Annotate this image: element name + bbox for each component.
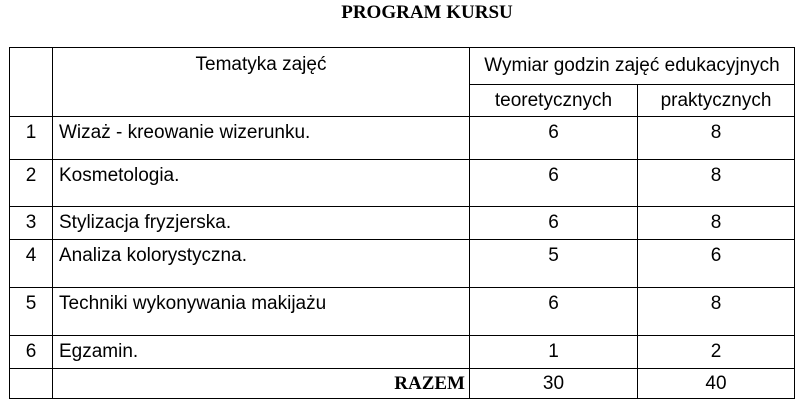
row-topic: Egzamin. (53, 336, 470, 369)
row-practical-hours: 8 (638, 117, 795, 160)
row-practical-hours: 8 (638, 160, 795, 207)
header-hours: Wymiar godzin zajęć edukacyjnych (470, 48, 795, 85)
page-title: PROGRAM KURSU (341, 2, 513, 23)
row-topic: Techniki wykonywania makijażu (53, 288, 470, 336)
header-practical: praktycznych (638, 85, 795, 117)
table-row (10, 288, 795, 336)
row-theoretical-hours: 1 (470, 336, 638, 369)
row-number: 3 (10, 207, 53, 240)
row-practical-hours: 8 (638, 288, 795, 336)
row-practical-hours: 8 (638, 207, 795, 240)
row-topic: Wizaż - kreowanie wizerunku. (53, 117, 470, 160)
total-number-cell (10, 369, 53, 399)
row-number: 2 (10, 160, 53, 207)
header-number-cell (10, 48, 53, 117)
total-row (10, 369, 795, 399)
row-number: 1 (10, 117, 53, 160)
table-row (10, 207, 795, 240)
row-topic: Kosmetologia. (53, 160, 470, 207)
row-theoretical-hours: 6 (470, 207, 638, 240)
header-theoretical: teoretycznych (470, 85, 638, 117)
row-number: 6 (10, 336, 53, 369)
row-theoretical-hours: 6 (470, 117, 638, 160)
row-theoretical-hours: 6 (470, 160, 638, 207)
total-practical-hours: 40 (638, 369, 795, 399)
row-theoretical-hours: 6 (470, 288, 638, 336)
row-topic: Analiza kolorystyczna. (53, 240, 470, 288)
table-row (10, 240, 795, 288)
row-number: 4 (10, 240, 53, 288)
total-theoretical-hours: 30 (470, 369, 638, 399)
table-row (10, 336, 795, 369)
table-row (10, 117, 795, 160)
row-number: 5 (10, 288, 53, 336)
row-practical-hours: 6 (638, 240, 795, 288)
row-theoretical-hours: 5 (470, 240, 638, 288)
header-row (10, 48, 795, 85)
table-row (10, 160, 795, 207)
row-practical-hours: 2 (638, 336, 795, 369)
header-topic: Tematyka zajęć (53, 48, 470, 117)
total-label: RAZEM (53, 369, 470, 399)
course-program-table (9, 47, 795, 399)
row-topic: Stylizacja fryzjerska. (53, 207, 470, 240)
